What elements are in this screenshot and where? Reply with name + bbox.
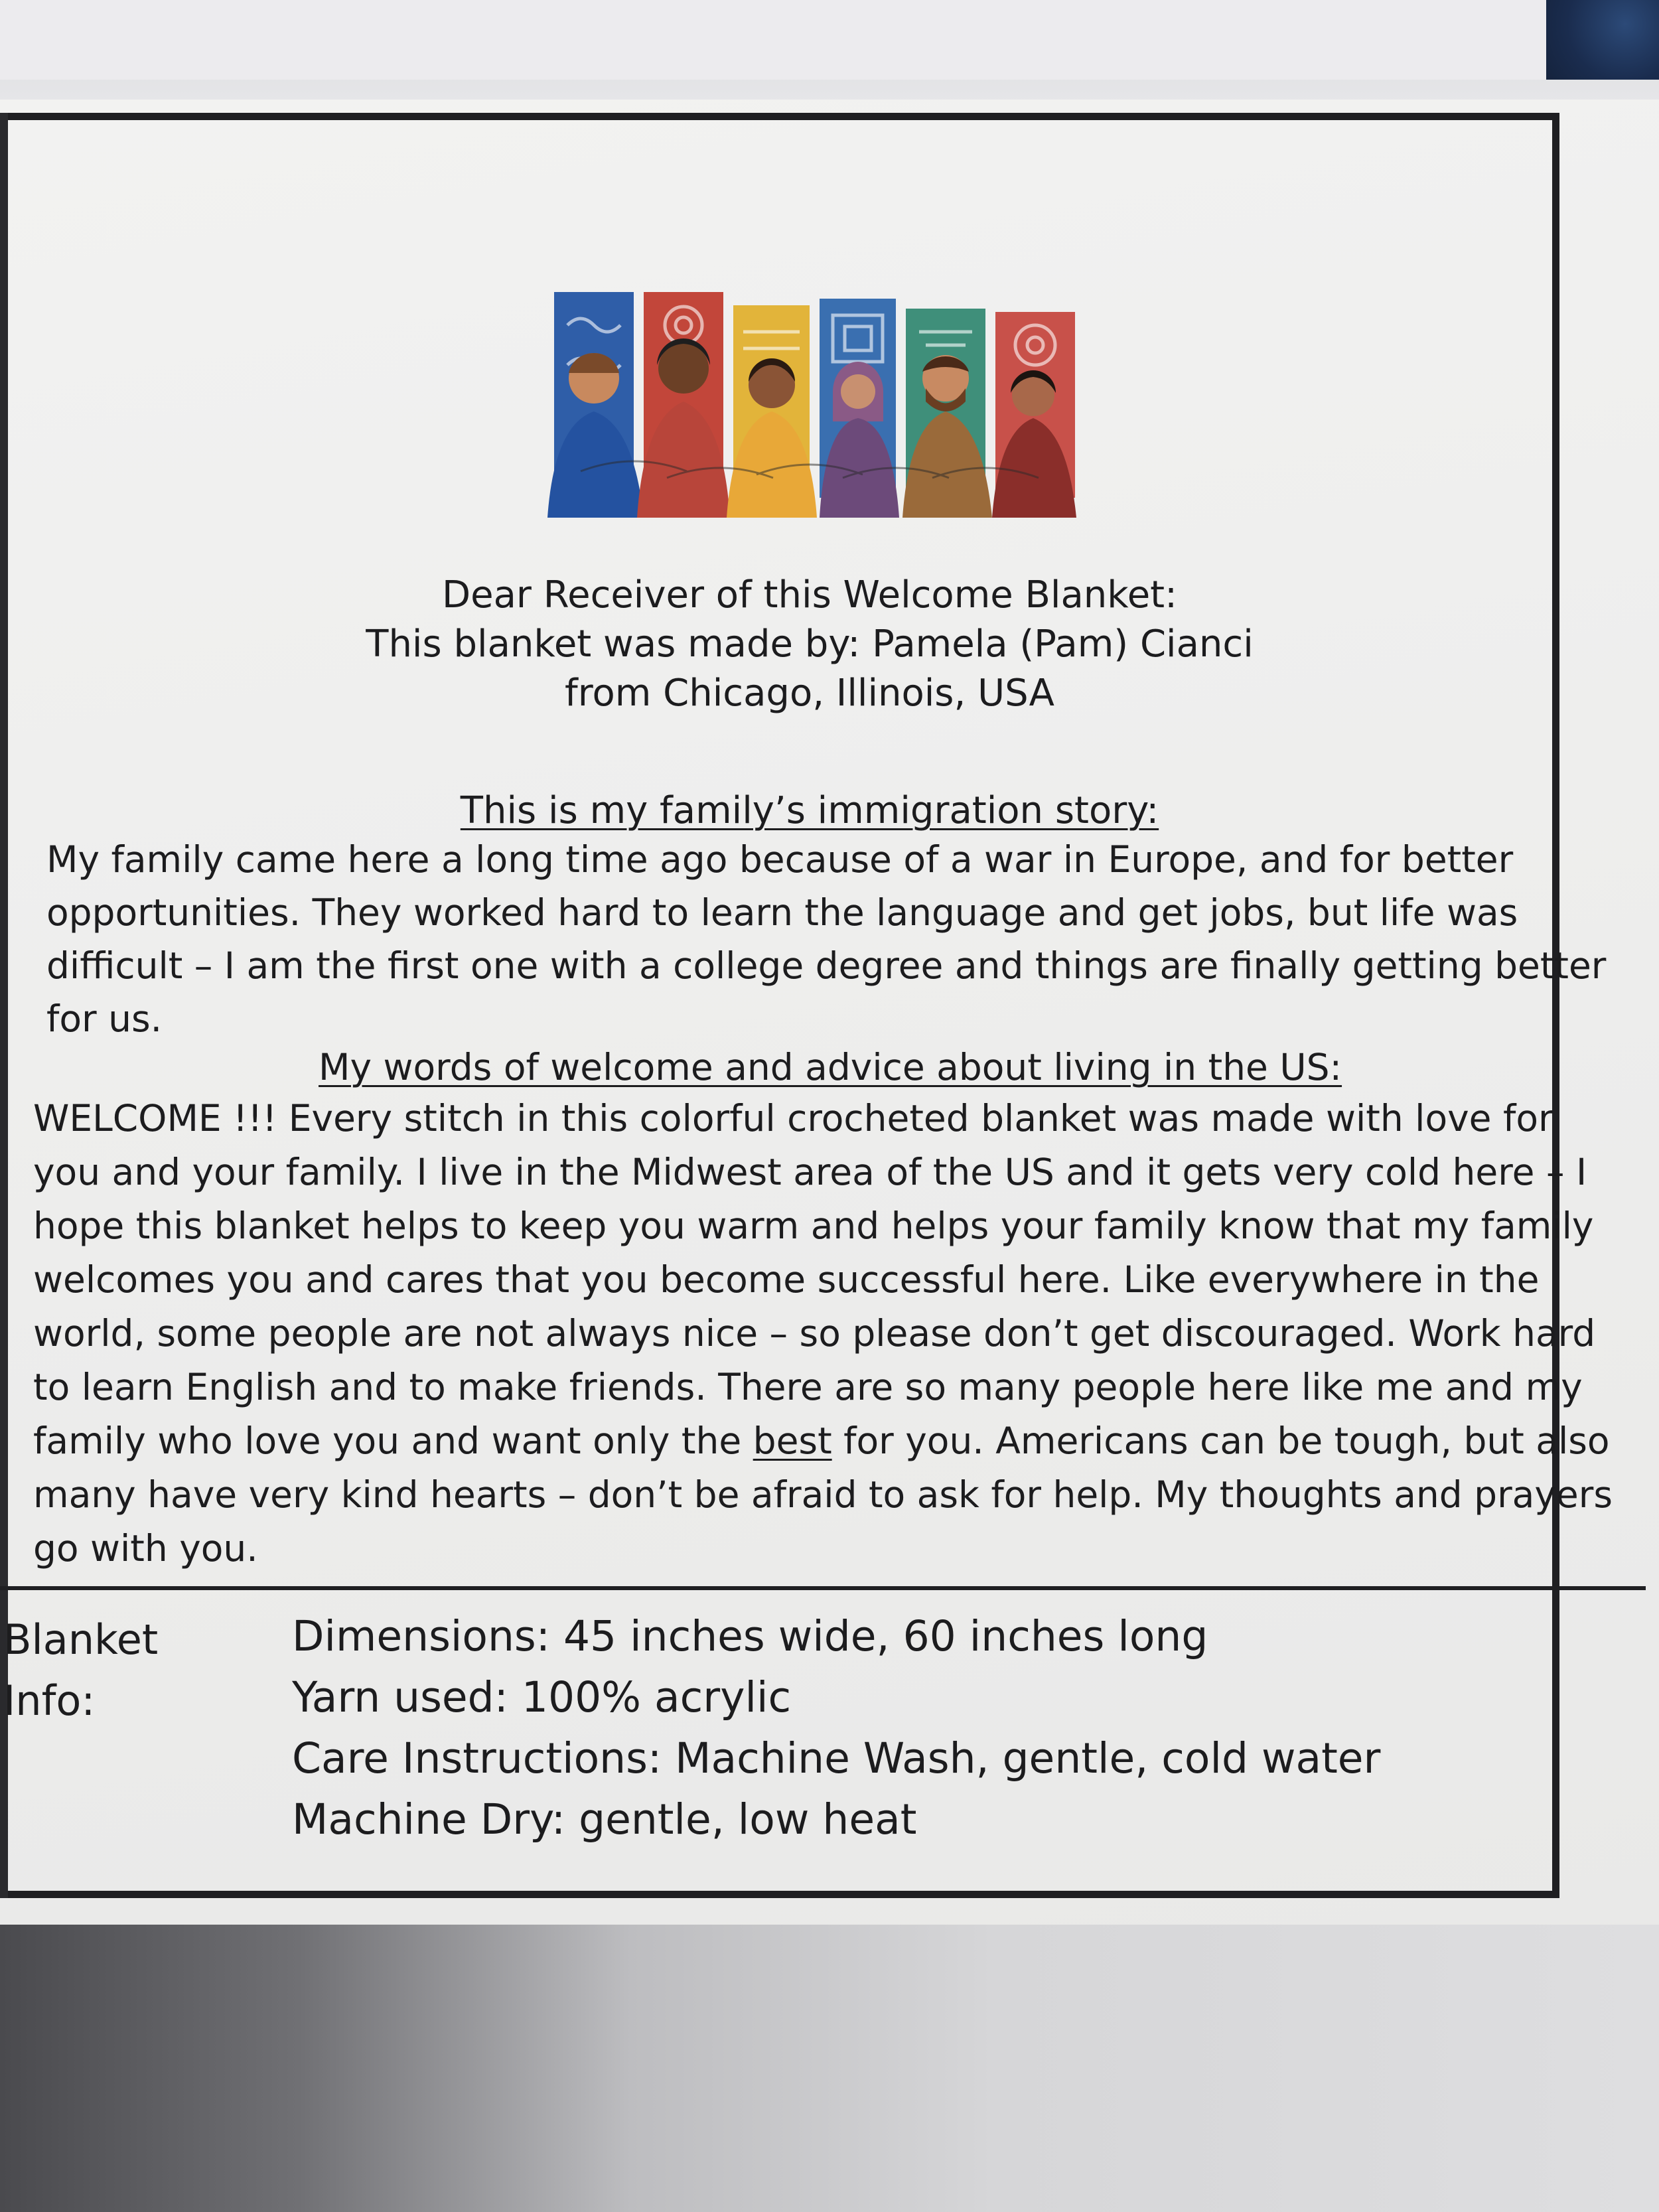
welcome-line: welcomes you and cares that you become successful here. Like everywhere in the — [33, 1258, 1540, 1301]
dry-text: Machine Dry: gentle, low heat — [292, 1795, 917, 1844]
welcome-paragraph — [33, 1092, 1613, 1576]
story-heading: This is my family’s immigration story: — [460, 789, 1159, 832]
story-line: difficult – I am the first one with a college degree and things are finally getting better — [46, 944, 1607, 987]
dimensions-text: Dimensions: 45 inches wide, 60 inches long — [292, 1612, 1208, 1660]
yarn-text: Yarn used: 100% acrylic — [292, 1673, 792, 1722]
info-label-line: Blanket — [3, 1615, 159, 1664]
maker-line: This blanket was made by: Pamela (Pam) Cianci — [366, 623, 1254, 666]
best-word: best — [753, 1420, 832, 1462]
welcome-line: world, some people are not always nice – so please don’t get discouraged. Work hard — [33, 1312, 1596, 1355]
blanket-info-list — [292, 1606, 1380, 1850]
welcome-line: WELCOME !!! Every stitch in this colorful crocheted blanket was made with love for — [33, 1097, 1553, 1140]
story-paragraph — [46, 833, 1606, 1045]
location-line: from Chicago, Illinois, USA — [565, 672, 1054, 715]
welcome-line-part: family who love you and want only the — [33, 1420, 753, 1462]
greeting: Dear Receiver of this Welcome Blanket: — [442, 573, 1177, 617]
blanket-info-label — [3, 1609, 158, 1732]
story-line: opportunities. They worked hard to learn the language and get jobs, but life was — [46, 891, 1518, 934]
story-heading-row — [0, 788, 1619, 834]
welcome-line: hope this blanket helps to keep you warm and helps your family know that my family — [33, 1205, 1594, 1247]
table-shadow — [0, 1911, 1659, 2212]
letter-content — [0, 100, 1659, 1925]
welcome-line-part: for you. Americans can be tough, but also — [831, 1420, 1610, 1462]
story-line: for us. — [46, 997, 163, 1040]
paper-behind — [0, 0, 1566, 80]
welcome-line: many have very kind hearts – don’t be afraid to ask for help. My thoughts and prayers — [33, 1473, 1613, 1516]
info-label-line: Info: — [3, 1676, 96, 1725]
welcome-line: you and your family. I live in the Midwest area of the US and it gets very cold here – I — [33, 1151, 1587, 1193]
letter-sheet — [0, 100, 1659, 1925]
welcome-line: to learn English and to make friends. There are so many people here like me and my — [33, 1366, 1583, 1408]
care-text: Care Instructions: Machine Wash, gentle, cold water — [292, 1734, 1381, 1783]
welcome-line: go with you. — [33, 1527, 258, 1570]
dark-fabric-corner — [1546, 0, 1659, 80]
welcome-heading: My words of welcome and advice about living in the US: — [319, 1046, 1342, 1088]
welcome-line — [33, 1414, 1613, 1468]
welcome-heading-row — [319, 1041, 1342, 1094]
story-line: My family came here a long time ago because of a war in Europe, and for better — [46, 838, 1514, 881]
people-illustration-icon — [528, 292, 1092, 518]
